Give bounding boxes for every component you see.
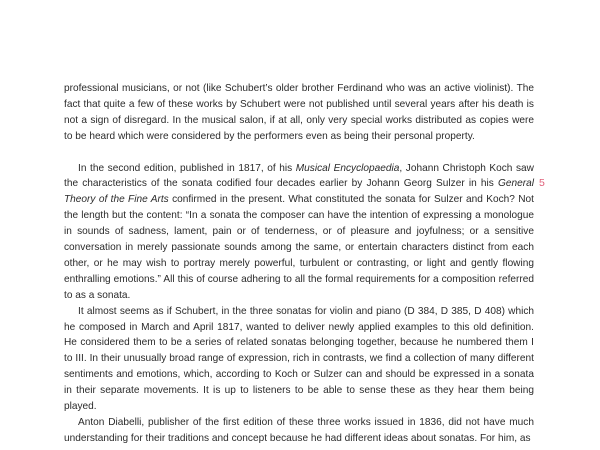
paragraph-3 <box>64 304 534 415</box>
paragraph-gap <box>64 145 534 161</box>
page-number: 5 <box>539 177 545 189</box>
paragraph-2 <box>64 161 534 304</box>
paragraph-2-text-b: , Johann Christoph Koch saw the characteristics of the sonata codified four decades earlier by Johann Georg Sulzer in his <box>64 162 534 190</box>
paragraph-1-text: professional musicians, or not (like Schubert’s older brother Ferdinand who was an active violinist). The fact that quite a few of these works by Schubert were not published until several years after his death is not a sign of disregard. In the musical salon, if at all, only very special works distributed as copies were to be heard which were considered by the performers even as being their personal property. <box>64 83 534 142</box>
book-title-musical-encyclopaedia: Musical Encyclopaedia <box>295 162 400 174</box>
paragraph-1 <box>64 81 534 145</box>
paragraph-3-text: It almost seems as if Schubert, in the three sonatas for violin and piano (D 384, D 385, D 408) which he composed in March and April 1817, wanted to deliver newly applied examples to this old definition. He considered them to be a series of related sonatas belonging together, because he numbered them I to III. In their unusually broad range of expression, rich in contrasts, we find a collection of many different sentiments and emotions, which, according to Koch or Sulzer can and should be expressed in a sonata in their separate movements. It is up to listeners to be able to sense these as they hear them being played. <box>64 305 534 413</box>
paragraph-2-text-c: confirmed in the present. What constituted the sonata for Sulzer and Koch? Not the length but the content: “In a sonata the composer can have the intention of expressing a monologue in sounds of sadness, lament, pain or of tenderness, or of pleasure and joyfulness; or a sensitive conversation in merely passionate sounds among the same, or entertain characters distinct from each other, or he may wish to portray merely powerful, turbulent or contrasting, or light and gently flowing enthralling emotions.” All this of course adhering to all the formal requirements for a composition referred to as a sonata. <box>64 194 534 301</box>
paragraph-2-text-a: In the second edition, published in 1817, of his <box>78 162 296 174</box>
paragraph-4 <box>64 415 534 447</box>
book-title-general-theory: General Theory of the Fine Arts <box>64 178 534 206</box>
body-text <box>64 81 534 447</box>
paragraph-4-text: Anton Diabelli, publisher of the first edition of these three works issued in 1836, did not have much understanding for their traditions and concept because he had different ideas about sonatas. For him, as <box>64 417 534 444</box>
